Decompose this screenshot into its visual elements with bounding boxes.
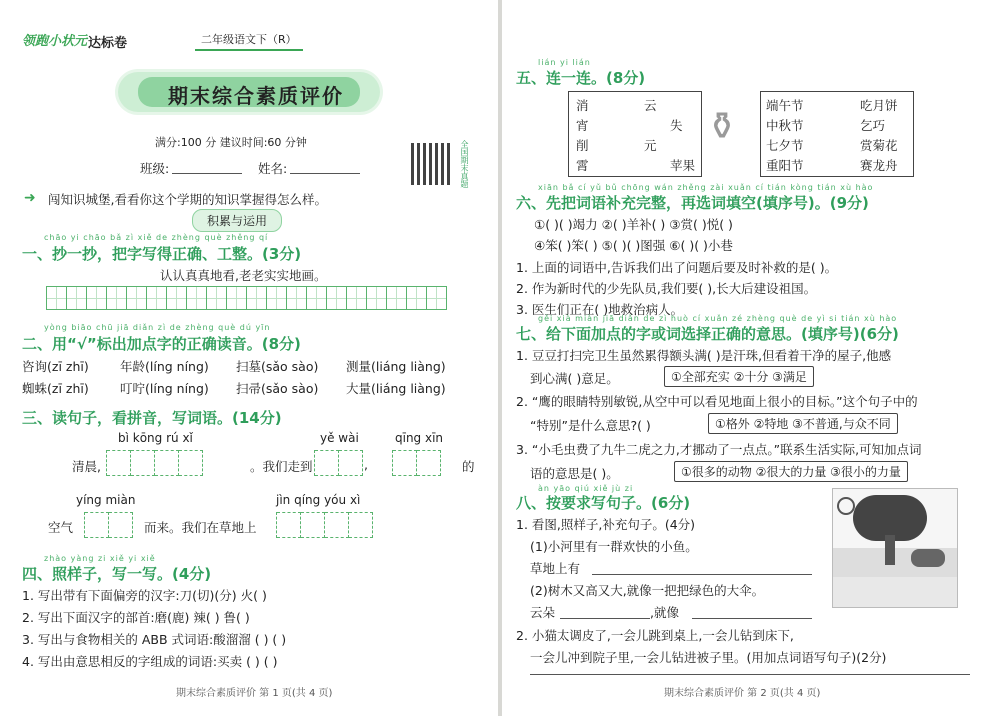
s5-festival[interactable]: 七夕节 xyxy=(766,138,804,153)
s7-question[interactable]: 语的意思是( )。 xyxy=(530,466,619,481)
s8-line: 1. 看图,照样子,补充句子。(4分) xyxy=(516,517,696,532)
s8-title: 八、按要求写句子。(6分) xyxy=(516,494,691,512)
exam-info: 满分:100 分 建议时间:60 分钟 xyxy=(155,136,307,149)
brand-logo: 领跑小状元 xyxy=(22,34,88,49)
s5-char[interactable]: 削 xyxy=(576,138,589,153)
class-field[interactable] xyxy=(172,173,242,174)
s3-answer-grid[interactable] xyxy=(276,512,373,538)
s2-item[interactable]: 咨询(zī zhī) xyxy=(22,359,89,374)
s5-festival[interactable]: 端午节 xyxy=(766,98,804,113)
s2-item[interactable]: 年龄(líng níng) xyxy=(120,359,209,374)
s3-pinyin: jìn qíng yóu xì xyxy=(276,493,361,507)
page-title: 期末综合素质评价 xyxy=(168,84,344,108)
scene-illustration xyxy=(832,488,958,608)
s8-line: 2. 小猫太调皮了,一会儿跳到桌上,一会儿钻到床下, xyxy=(516,628,794,643)
right-page xyxy=(502,0,1000,716)
s7-options: ①全部充实 ②十分 ③满足 xyxy=(664,366,814,387)
s6-pinyin: xiān bǎ cí yǔ bǔ chōng wán zhěng zài xuǎn cí tián kòng tián xù hào xyxy=(538,183,874,192)
qr-label: 全国期末真题 xyxy=(460,140,469,188)
s7-question: 3. “小毛虫费了九牛二虎之力,才挪动了一点点。”联系生活实际,可知加点词 xyxy=(516,442,922,457)
s5-word[interactable]: 云 xyxy=(644,98,657,113)
s3-answer-grid[interactable] xyxy=(84,512,133,538)
qr-code[interactable] xyxy=(411,143,453,185)
s7-question: 1. 豆豆打扫完卫生虽然累得额头满( )是汗珠,但看着干净的屋子,他感 xyxy=(516,348,892,363)
s8-line: 草地上有 xyxy=(530,561,581,576)
s7-options: ①很多的动物 ②很大的力量 ③很小的力量 xyxy=(674,461,908,482)
s4-pinyin: zhào yàng zi xiě yi xiě xyxy=(44,554,156,563)
s3-pinyin: yíng miàn xyxy=(76,493,136,507)
s4-item[interactable]: 2. 写出下面汉字的部首:磨(鹿) 辣( ) 鲁( ) xyxy=(22,610,250,625)
s1-pinyin: chāo yi chāo bǎ zì xiě de zhèng què zhěng qí xyxy=(44,233,269,242)
s5-custom[interactable]: 吃月饼 xyxy=(860,98,898,113)
s5-title: 五、连一连。(8分) xyxy=(516,69,646,87)
s8-line: (2)树木又高又大,就像一把把绿色的大伞。 xyxy=(530,583,765,598)
s8-answer-line[interactable] xyxy=(530,674,970,675)
name-label: 姓名: xyxy=(258,161,288,176)
s2-item[interactable]: 扫墓(sǎo sào) xyxy=(236,359,319,374)
s6-row[interactable]: ①( )( )竭力 ②( )羊补( ) ③赏( )悦( ) xyxy=(534,217,733,232)
s1-sentence: 认认真真地看,老老实实地画。 xyxy=(160,268,327,283)
s2-title: 二、用“√”标出加点字的正确读音。(8分) xyxy=(22,335,301,353)
s3-pinyin: yě wài xyxy=(320,431,359,445)
s6-item[interactable]: 3. 医生们正在( )地救治病人。 xyxy=(516,302,684,317)
s4-item[interactable]: 4. 写出由意思相反的字组成的词语:买卖 ( ) ( ) xyxy=(22,654,278,669)
page-footer: 期末综合素质评价 第 2 页(共 4 页) xyxy=(664,688,821,699)
s7-question[interactable]: 到心满( )意足。 xyxy=(530,371,619,386)
s8-answer-line[interactable] xyxy=(560,618,650,619)
intro-text: 闯知识城堡,看看你这个学期的知识掌握得怎么样。 xyxy=(48,192,327,207)
s6-item[interactable]: 1. 上面的词语中,告诉我们出了问题后要及时补救的是( )。 xyxy=(516,260,838,275)
s2-item[interactable]: 测量(liáng liàng) xyxy=(346,359,446,374)
s6-title: 六、先把词语补充完整，再选词填空(填序号)。(9分) xyxy=(516,194,869,212)
s3-text: 。我们走到 xyxy=(250,459,313,474)
s5-word[interactable]: 苹果 xyxy=(670,158,696,173)
s8-answer-line[interactable] xyxy=(692,618,812,619)
s5-festival[interactable]: 重阳节 xyxy=(766,158,804,173)
s3-text: 而来。我们在草地上 xyxy=(144,520,257,535)
s5-custom[interactable]: 赛龙舟 xyxy=(860,158,898,173)
s3-pinyin: bì kōng rú xǐ xyxy=(118,431,193,445)
s4-item[interactable]: 1. 写出带有下面偏旁的汉字:刀(切)(分) 火( ) xyxy=(22,588,267,603)
s3-answer-grid[interactable] xyxy=(314,450,363,476)
s8-line: 一会儿冲到院子里,一会儿钻进被子里。(用加点词语写句子)(2分) xyxy=(530,650,887,665)
s2-pinyin: yòng biāo chū jiā diǎn zì de zhèng què dú yīn xyxy=(44,323,271,332)
s2-item[interactable]: 叮咛(líng níng) xyxy=(120,381,209,396)
castle-icon: ➜ xyxy=(24,190,36,206)
s7-question: 2. “鹰的眼睛特别敏锐,从空中可以看见地面上很小的目标。”这个句子中的 xyxy=(516,394,918,409)
s5-word[interactable]: 失 xyxy=(670,118,683,133)
series-label: 达标卷 xyxy=(88,36,128,51)
s3-title: 三、读句子，看拼音，写词语。(14分) xyxy=(22,409,282,427)
s7-title: 七、给下面加点的字或词选择正确的意思。(填序号)(6分) xyxy=(516,325,899,343)
section-tag: 积累与运用 xyxy=(192,209,282,232)
s3-pinyin: qīng xīn xyxy=(395,431,444,445)
s6-row[interactable]: ④笨( )笨( ) ⑤( )( )图强 ⑥( )( )小巷 xyxy=(534,238,733,253)
s3-answer-grid[interactable] xyxy=(106,450,203,476)
class-label: 班级: xyxy=(140,161,170,176)
s8-answer-line[interactable] xyxy=(592,574,812,575)
s8-pinyin: àn yāo qiú xiě jù zi xyxy=(538,484,634,493)
s5-custom[interactable]: 赏菊花 xyxy=(860,138,898,153)
s3-text: 空气 xyxy=(48,520,74,535)
s4-title: 四、照样子，写一写。(4分) xyxy=(22,565,212,583)
subject-label: 二年级语文下（R） xyxy=(195,31,303,51)
s3-answer-grid[interactable] xyxy=(392,450,441,476)
s2-item[interactable]: 扫帚(sǎo sào) xyxy=(236,381,319,396)
s5-char[interactable]: 霄 xyxy=(576,158,589,173)
s4-item[interactable]: 3. 写出与食物相关的 ABB 式词语:酸溜溜 ( ) ( ) xyxy=(22,632,287,647)
s7-options: ①格外 ②特地 ③不普通,与众不同 xyxy=(708,413,898,434)
s1-title: 一、抄一抄，把字写得正确、工整。(3分) xyxy=(22,245,302,263)
s5-char[interactable]: 宵 xyxy=(576,118,589,133)
s2-item[interactable]: 大量(liáng liàng) xyxy=(346,381,446,396)
left-page: 领跑小状元 达标卷 二年级语文下（R） 期末综合素质评价 满分:100 分 建议时间:60 分钟 班级: 姓名: 全国期末真题 ➜ 闯知识城堡,看看你这个学期的知识掌握得怎么样。 积累与运用 chāo yi chāo bǎ zì xiě de zhèng què zhěng qí 一、抄一抄，把字写得正确、工整。(3分) 认认真真地看,老老实实地画。 yòng biāo chū jiā diǎn zì de zhèng què dú yīn 二、用“√”标出加点字的正确读音。(8分) 咨询(zī zhī) 年龄(líng níng) 扫墓(sǎo sào) 测量(liáng liàng) 蜘蛛(zī zhī) 叮咛(líng níng) 扫帚(sǎo sào) 大量(liáng liàng) 三、读句子，看拼音，写词语。(14分) bì kōng rú xǐ yě wài qīng xīn 清晨, 。我们走到 , 的 yíng miàn jìn qíng yóu xì 空气 而来。我们在草地上 zhào yàng zi xiě yi xiě 四、照样子，写一写。(4分) 1. 写出带有下面偏旁的汉字:刀(切)(分) 火( ) 2. 写出下面汉字的部首:磨(鹿) 辣( ) 鲁( ) 3. 写出与食物相关的 ABB 式词语:酸溜溜 ( ) ( ) 4. 写出由意思相反的字组成的词语:买卖 ( ) ( ) 期末综合素质评价 第 1 页(共 4 页) xyxy=(0,0,498,716)
s8-line: (1)小河里有一群欢快的小鱼。 xyxy=(530,539,698,554)
s1-writing-grid[interactable] xyxy=(46,286,447,310)
s8-line: 云朵 xyxy=(530,605,556,620)
s5-char[interactable]: 消 xyxy=(576,98,589,113)
s2-item[interactable]: 蜘蛛(zī zhī) xyxy=(22,381,89,396)
s5-word[interactable]: 元 xyxy=(644,138,657,153)
s7-question[interactable]: “特别”是什么意思?( ) xyxy=(530,418,651,433)
s5-custom[interactable]: 乞巧 xyxy=(860,118,886,133)
vase-icon: ⚱ xyxy=(706,104,738,148)
s3-text: 的 xyxy=(462,459,475,474)
s8-line: ,就像 xyxy=(650,605,679,620)
s5-pinyin: lián yi lián xyxy=(538,58,591,67)
page-footer: 期末综合素质评价 第 1 页(共 4 页) xyxy=(176,688,333,699)
s3-text: 清晨, xyxy=(72,459,101,474)
s7-pinyin: gěi xià miàn jiā diǎn de zì huò cí xuǎn zé zhèng què de yì si tián xù hào xyxy=(538,314,898,323)
name-field[interactable] xyxy=(290,173,360,174)
s6-item[interactable]: 2. 作为新时代的少先队员,我们要( ),长大后建设祖国。 xyxy=(516,281,817,296)
s5-festival[interactable]: 中秋节 xyxy=(766,118,804,133)
